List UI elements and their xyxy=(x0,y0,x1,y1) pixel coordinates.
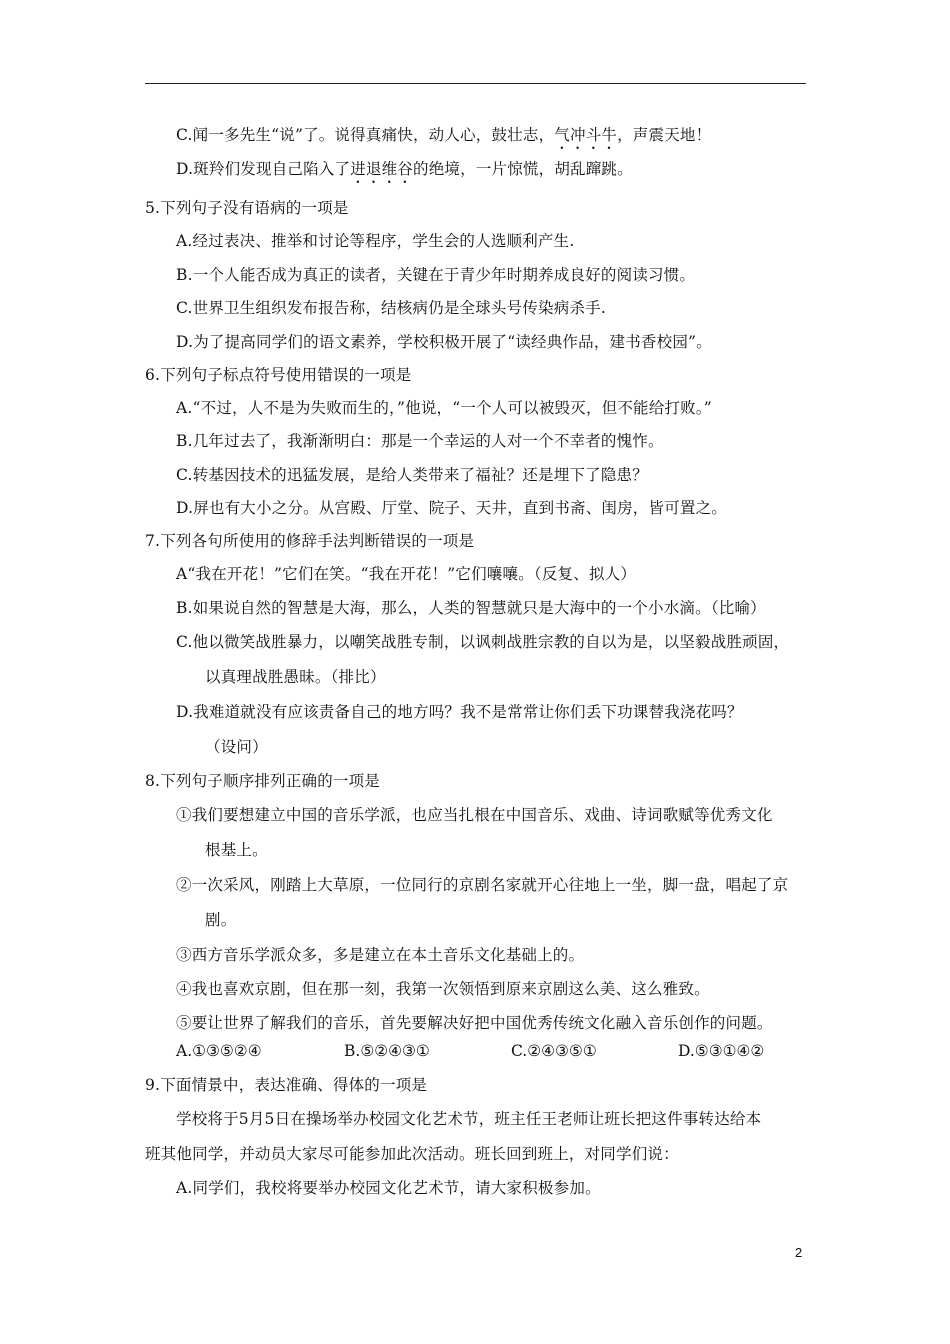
q5-option-c: C.世界卫生组织发布报告称，结核病仍是全球头号传染病杀手. xyxy=(176,299,606,317)
q8-stem: 8.下列句子顺序排列正确的一项是 xyxy=(145,772,380,790)
q9-stem: 9.下面情景中，表达准确、得体的一项是 xyxy=(145,1076,428,1094)
q6-option-d: D.屏也有大小之分。从宫殿、厅堂、院子、天井，直到书斋、闺房，皆可置之。 xyxy=(176,499,728,517)
q8-sentence-2: ②一次采风，刚踏上大草原，一位同行的京剧名家就开心往地上一坐，脚一盘，唱起了京 xyxy=(176,876,789,894)
q5-option-d: D.为了提高同学们的语文素养，学校积极开展了“读经典作品，建书香校园”。 xyxy=(176,333,712,351)
page-number: 2 xyxy=(795,1245,803,1260)
q8-sentence-1: ①我们要想建立中国的音乐学派，也应当扎根在中国音乐、戏曲、诗词歌赋等优秀文化 xyxy=(176,806,773,824)
q8-sentence-4: ④我也喜欢京剧，但在那一刻，我第一次领悟到原来京剧这么美、这么雅致。 xyxy=(176,980,710,998)
q8-sentence-1-cont: 根基上。 xyxy=(205,841,268,859)
q8-sentence-2-cont: 剧。 xyxy=(205,911,237,929)
q9-paragraph-line1: 学校将于5月5日在操场举办校园文化艺术节，班主任王老师让班长把这件事转达给本 xyxy=(176,1110,762,1128)
header-rule xyxy=(145,83,806,84)
q9-paragraph-line2: 班其他同学，并动员大家尽可能参加此次活动。班长回到班上，对同学们说： xyxy=(145,1145,679,1163)
q5-option-b: B.一个人能否成为真正的读者，关键在于青少年时期养成良好的阅读习惯。 xyxy=(176,266,696,284)
q4-option-c: C.闻一多先生“说”了。说得真痛快，动人心，鼓壮志，气冲斗牛，声震天地！ xyxy=(176,126,712,144)
q6-option-b: B.几年过去了，我渐渐明白：那是一个幸运的人对一个不幸者的愧怍。 xyxy=(176,432,664,450)
q5-stem: 5.下列句子没有语病的一项是 xyxy=(145,199,349,217)
q8-choice-d: D.⑤③①④② xyxy=(678,1042,765,1060)
q7-option-d-line2: （设问） xyxy=(205,738,268,756)
q4-option-d: D.斑羚们发现自己陷入了进退维谷的绝境，一片惊慌，胡乱蹿跳。 xyxy=(176,160,633,178)
q7-stem: 7.下列各句所使用的修辞手法判断错误的一项是 xyxy=(145,532,475,550)
q8-sentence-3: ③西方音乐学派众多，多是建立在本土音乐文化基础上的。 xyxy=(176,946,585,964)
q5-option-a: A.经过表决、推举和讨论等程序，学生会的人选顺利产生. xyxy=(176,232,575,250)
q6-option-c: C.转基因技术的迅猛发展，是给人类带来了福祉？还是埋下了隐患？ xyxy=(176,466,648,484)
q6-stem: 6.下列句子标点符号使用错误的一项是 xyxy=(145,366,412,384)
q9-option-a: A.同学们，我校将要举办校园文化艺术节，请大家积极参加。 xyxy=(176,1179,601,1197)
q7-option-b: B.如果说自然的智慧是大海，那么，人类的智慧就只是大海中的一个小水滴。（比喻） xyxy=(176,599,766,617)
q7-option-c-line2: 以真理战胜愚昧。（排比） xyxy=(205,668,386,686)
q8-choice-b: B.⑤②④③① xyxy=(344,1042,430,1060)
q7-option-d-line1: D.我难道就没有应该责备自己的地方吗？我不是常常让你们丢下功课替我浇花吗？ xyxy=(176,703,743,721)
q8-sentence-5: ⑤要让世界了解我们的音乐，首先要解决好把中国优秀传统文化融入音乐创作的问题。 xyxy=(176,1014,773,1032)
q7-option-c-line1: C.他以微笑战胜暴力，以嘲笑战胜专制，以讽刺战胜宗教的自以为是，以坚毅战胜顽固， xyxy=(176,633,790,651)
q6-option-a: A.“不过，人不是为失败而生的，”他说，“一个人可以被毁灭，但不能给打败。” xyxy=(176,399,712,417)
q8-choice-a: A.①③⑤②④ xyxy=(176,1042,262,1060)
q7-option-a: A“我在开花！”它们在笑。“我在开花！”它们嚷嚷。（反复、拟人） xyxy=(176,565,637,583)
q8-choice-c: C.②④③⑤① xyxy=(511,1042,597,1060)
